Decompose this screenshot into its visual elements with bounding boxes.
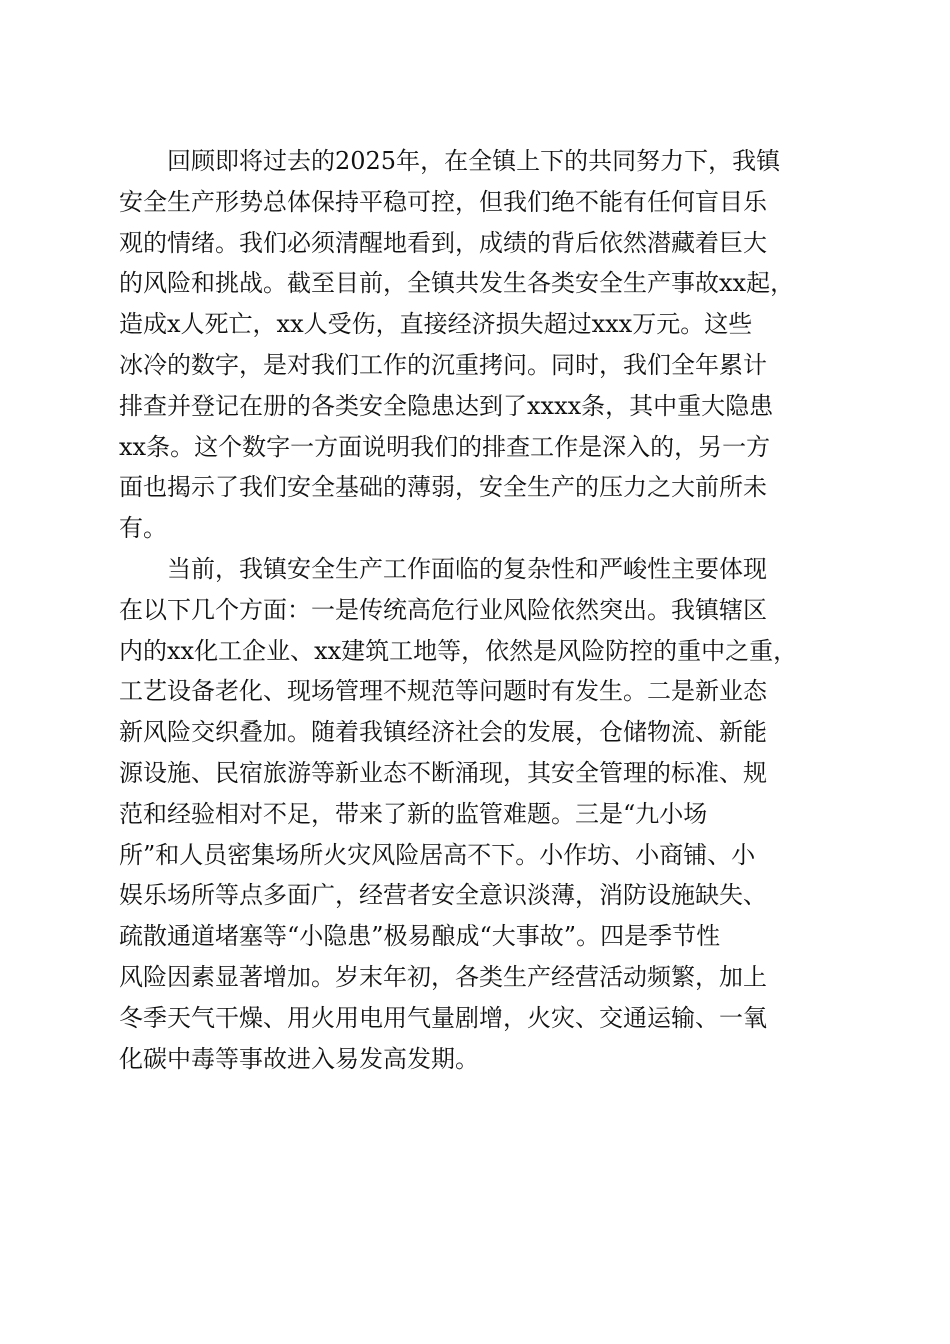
paragraph-current-challenges: 当前，我镇安全生产工作面临的复杂性和严峻性主要体现 在以下几个方面：一是传统高危行业风险依然突出。我镇辖区 内的xx化工企业、xx建筑工地等，依然是风险防控的重中之重， 工艺设备老化、现场管理不规范等问题时有发生。二是新业态 新风险交织叠加。随着我镇经济社会的发展，仓储物流、新能 源设施、民宿旅游等新业态不断涌现，其安全管理的标准、规 范和经验相对不足，带来了新的监管难题。三是“九小场 所”和人员密集场所火灾风险居高不下。小作坊、小商铺、小 娱乐场所等点多面广，经营者安全意识淡薄，消防设施缺失、 疏散通道堵塞等“小隐患”极易酿成“大事故”。四是季节性 风险因素显著增加。岁末年初，各类生产经营活动频繁，加上 冬季天气干燥、用火用电用气量剧增，火灾、交通运输、一氧 化碳中毒等事故进入易发高发期。 (119, 554, 798, 1073)
paragraph-review-2025: 回顾即将过去的2025年，在全镇上下的共同努力下，我镇 安全生产形势总体保持平稳可控，但我们绝不能有任何盲目乐 观的情绪。我们必须清醒地看到，成绩的背后依然潜藏着巨大 的风险和挑战。截至目前，全镇共发生各类安全生产事故xx起， 造成x人死亡，xx人受伤，直接经济损失超过xxx万元。这些 冰冷的数字，是对我们工作的沉重拷问。同时，我们全年累计 排查并登记在册的各类安全隐患达到了xxxx条，其中重大隐患 xx条。这个数字一方面说明我们的排查工作是深入的，另一方 面也揭示了我们安全基础的薄弱，安全生产的压力之大前所未 有。 (119, 147, 795, 543)
document-body (119, 141, 831, 1079)
